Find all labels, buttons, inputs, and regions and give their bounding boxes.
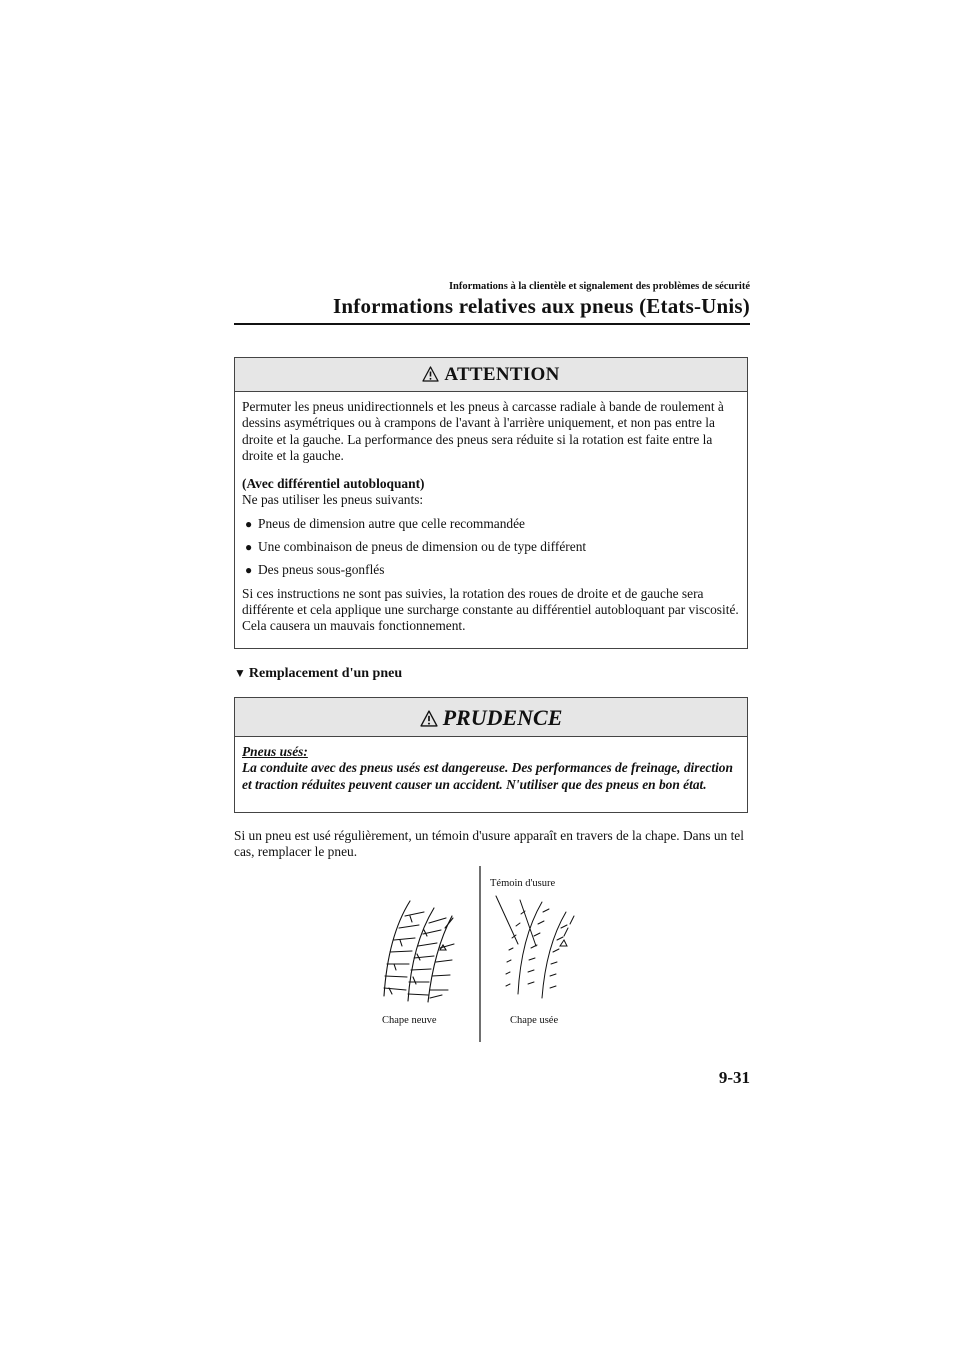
caution-text: La conduite avec des pneus usés est dangereuse. Des performances de freinage, direction et traction réduites peuvent causer un accident. N'utiliser que des pneus en bon état.	[242, 760, 733, 792]
list-item	[242, 516, 740, 532]
wear-indicator-label: Témoin d'usure	[490, 878, 556, 889]
warning-icon	[422, 366, 439, 382]
attention-header	[235, 358, 747, 392]
attention-box	[234, 357, 748, 649]
attention-body	[235, 392, 747, 635]
page-number: 9-31	[718, 1068, 750, 1087]
list-item	[242, 562, 740, 578]
running-header: Informations à la clientèle et signalement des problèmes de sécurité	[448, 281, 750, 292]
attention-consequence: Si ces instructions ne sont pas suivies, la rotation des roues de droite et de gauche sera différente et cela applique une surcharge constante au différentiel autobloquant par viscosité.	[242, 585, 739, 617]
worn-tread-drawing	[496, 896, 574, 998]
attention-subheading: (Avec différentiel autobloquant)	[242, 476, 425, 492]
bullet-icon: ●	[245, 563, 253, 578]
caution-label: Pneus usés:	[242, 744, 308, 759]
new-tread-label: Chape neuve	[382, 1015, 437, 1026]
section-heading-text: Remplacement d'un pneu	[248, 666, 403, 681]
caution-header	[235, 698, 747, 737]
bullet-text: Une combinaison de pneus de dimension ou de type différent	[258, 539, 587, 555]
attention-title: ATTENTION	[444, 364, 560, 385]
triangle-down-icon: ▼	[234, 666, 246, 680]
tread-wear-figure	[370, 866, 600, 1046]
body-paragraph: Si un pneu est usé régulièrement, un témoin d'usure apparaît en travers de la chape. Dans un tel cas, remplacer le pneu.	[234, 828, 744, 860]
worn-tread-label: Chape usée	[510, 1015, 559, 1026]
caution-body	[235, 737, 747, 793]
caution-box	[234, 697, 748, 813]
bullet-icon: ●	[245, 516, 253, 531]
header-divider	[234, 323, 750, 325]
warning-icon	[420, 710, 438, 727]
bullet-icon: ●	[245, 540, 253, 555]
bullet-text: Des pneus sous-gonflés	[258, 562, 385, 578]
attention-intro: Ne pas utiliser les pneus suivants:	[242, 492, 424, 508]
attention-result: Cela causera un mauvais fonctionnement.	[242, 618, 466, 634]
new-tread-drawing	[384, 901, 454, 1002]
caution-title: PRUDENCE	[442, 705, 563, 730]
page-title: Informations relatives aux pneus (Etats-Unis)	[333, 294, 750, 318]
list-item	[242, 539, 740, 555]
bullet-text: Pneus de dimension autre que celle recommandée	[258, 515, 525, 531]
attention-paragraph: Permuter les pneus unidirectionnels et les pneus à carcasse radiale à bande de roulement à dessins asymétriques ou à crampons de l'avant à l'arrière uniquement, et non pas entre la droite et la gauche. La performance des pneus sera réduite si la rotation est faite entre la droite et la gauche.	[242, 399, 724, 463]
section-heading	[234, 666, 402, 682]
